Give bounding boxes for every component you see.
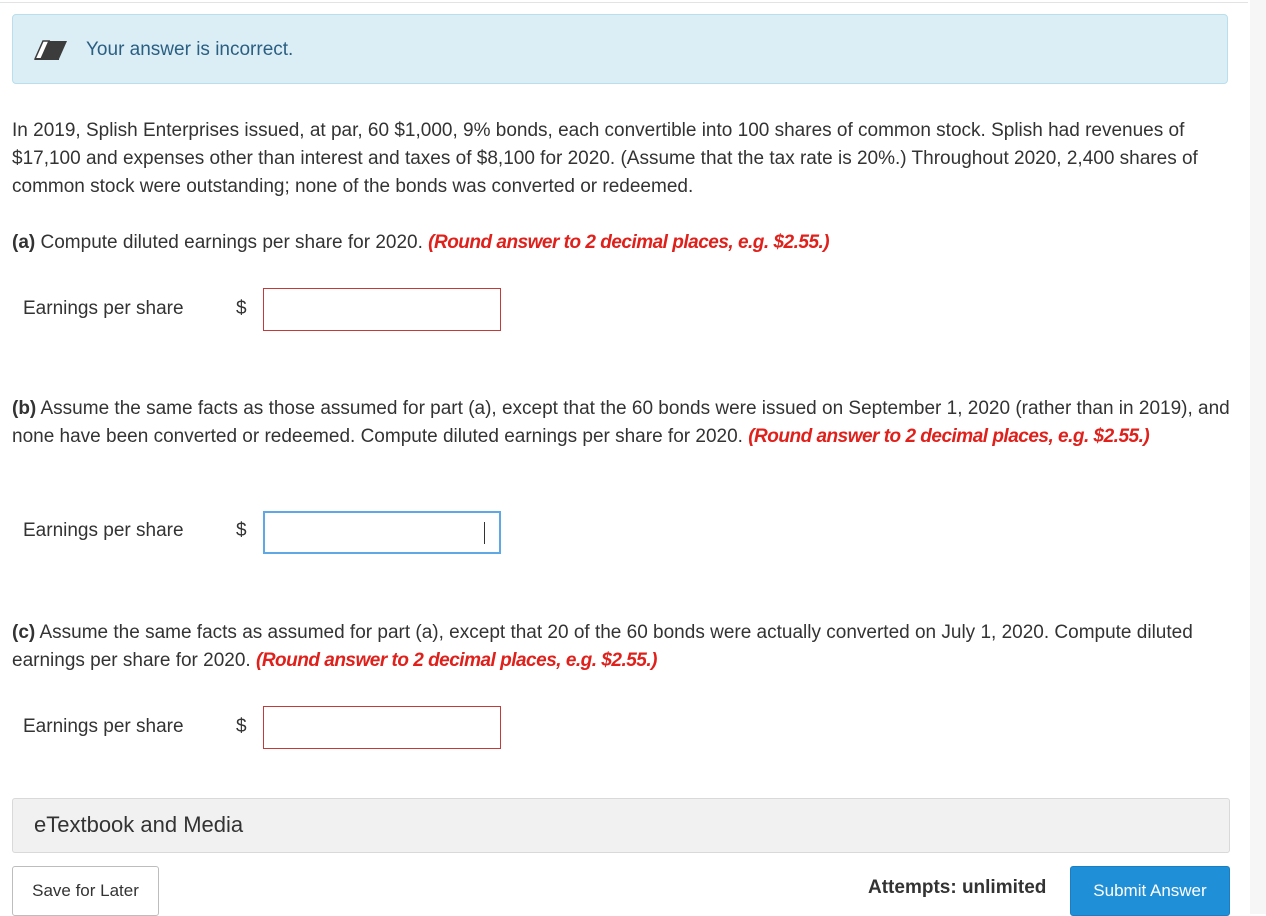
text-cursor — [484, 522, 485, 544]
eraser-icon — [33, 39, 69, 61]
etextbook-media-label: eTextbook and Media — [34, 812, 244, 837]
top-divider — [0, 2, 1248, 3]
save-for-later-button[interactable]: Save for Later — [12, 866, 159, 916]
part-c-currency: $ — [236, 716, 247, 737]
part-c-eps-input[interactable] — [263, 706, 501, 749]
part-b-letter: (b) — [12, 398, 37, 419]
part-a-round-instruction: (Round answer to 2 decimal places, e.g. $2.55.) — [428, 232, 830, 253]
part-c-text: Assume the same facts as assumed for part (a), except that 20 of the 60 bonds were actually converted on July 1, 2020. Compute diluted earnings per share for 2020. — [12, 622, 1193, 671]
question-intro: In 2019, Splish Enterprises issued, at par, 60 $1,000, 9% bonds, each convertible into 100 shares of common stock. Splish had revenues of $17,100 and expenses other than interest and taxes of $8,100 for 2020. (Assume that the tax rate is 20%.) Throughout 2020, 2,400 shares of common stock were outstanding; none of the bonds was converted or redeemed. — [12, 120, 1198, 197]
part-a-prompt — [12, 229, 1237, 257]
part-c-prompt — [12, 619, 1237, 675]
part-a-field-label: Earnings per share — [23, 298, 184, 319]
part-a-eps-input[interactable] — [263, 288, 501, 331]
part-c-field-label: Earnings per share — [23, 716, 184, 737]
incorrect-alert — [12, 14, 1228, 84]
part-a-letter: (a) — [12, 232, 36, 253]
submit-answer-button[interactable]: Submit Answer — [1070, 866, 1230, 916]
etextbook-media-panel[interactable] — [12, 798, 1230, 853]
part-b-prompt — [12, 395, 1237, 451]
part-c-letter: (c) — [12, 622, 36, 643]
part-b-field-label: Earnings per share — [23, 520, 184, 541]
part-b-round-instruction: (Round answer to 2 decimal places, e.g. $2.55.) — [748, 426, 1150, 447]
part-b-currency: $ — [236, 520, 247, 541]
part-a-text: Compute diluted earnings per share for 2020. — [35, 232, 429, 253]
alert-message: Your answer is incorrect. — [86, 39, 294, 60]
attempts-counter: Attempts: unlimited — [868, 877, 1047, 898]
part-b-text: Assume the same facts as those assumed for part (a), except that the 60 bonds were issued on September 1, 2020 (rather than in 2019), and none have been converted or redeemed. Compute diluted earnings per share for 2020. — [12, 398, 1230, 447]
part-c-round-instruction: (Round answer to 2 decimal places, e.g. $2.55.) — [256, 650, 657, 671]
scrollbar-track[interactable] — [1250, 0, 1266, 914]
part-a-currency: $ — [236, 298, 247, 319]
part-b-eps-input[interactable] — [263, 511, 501, 554]
